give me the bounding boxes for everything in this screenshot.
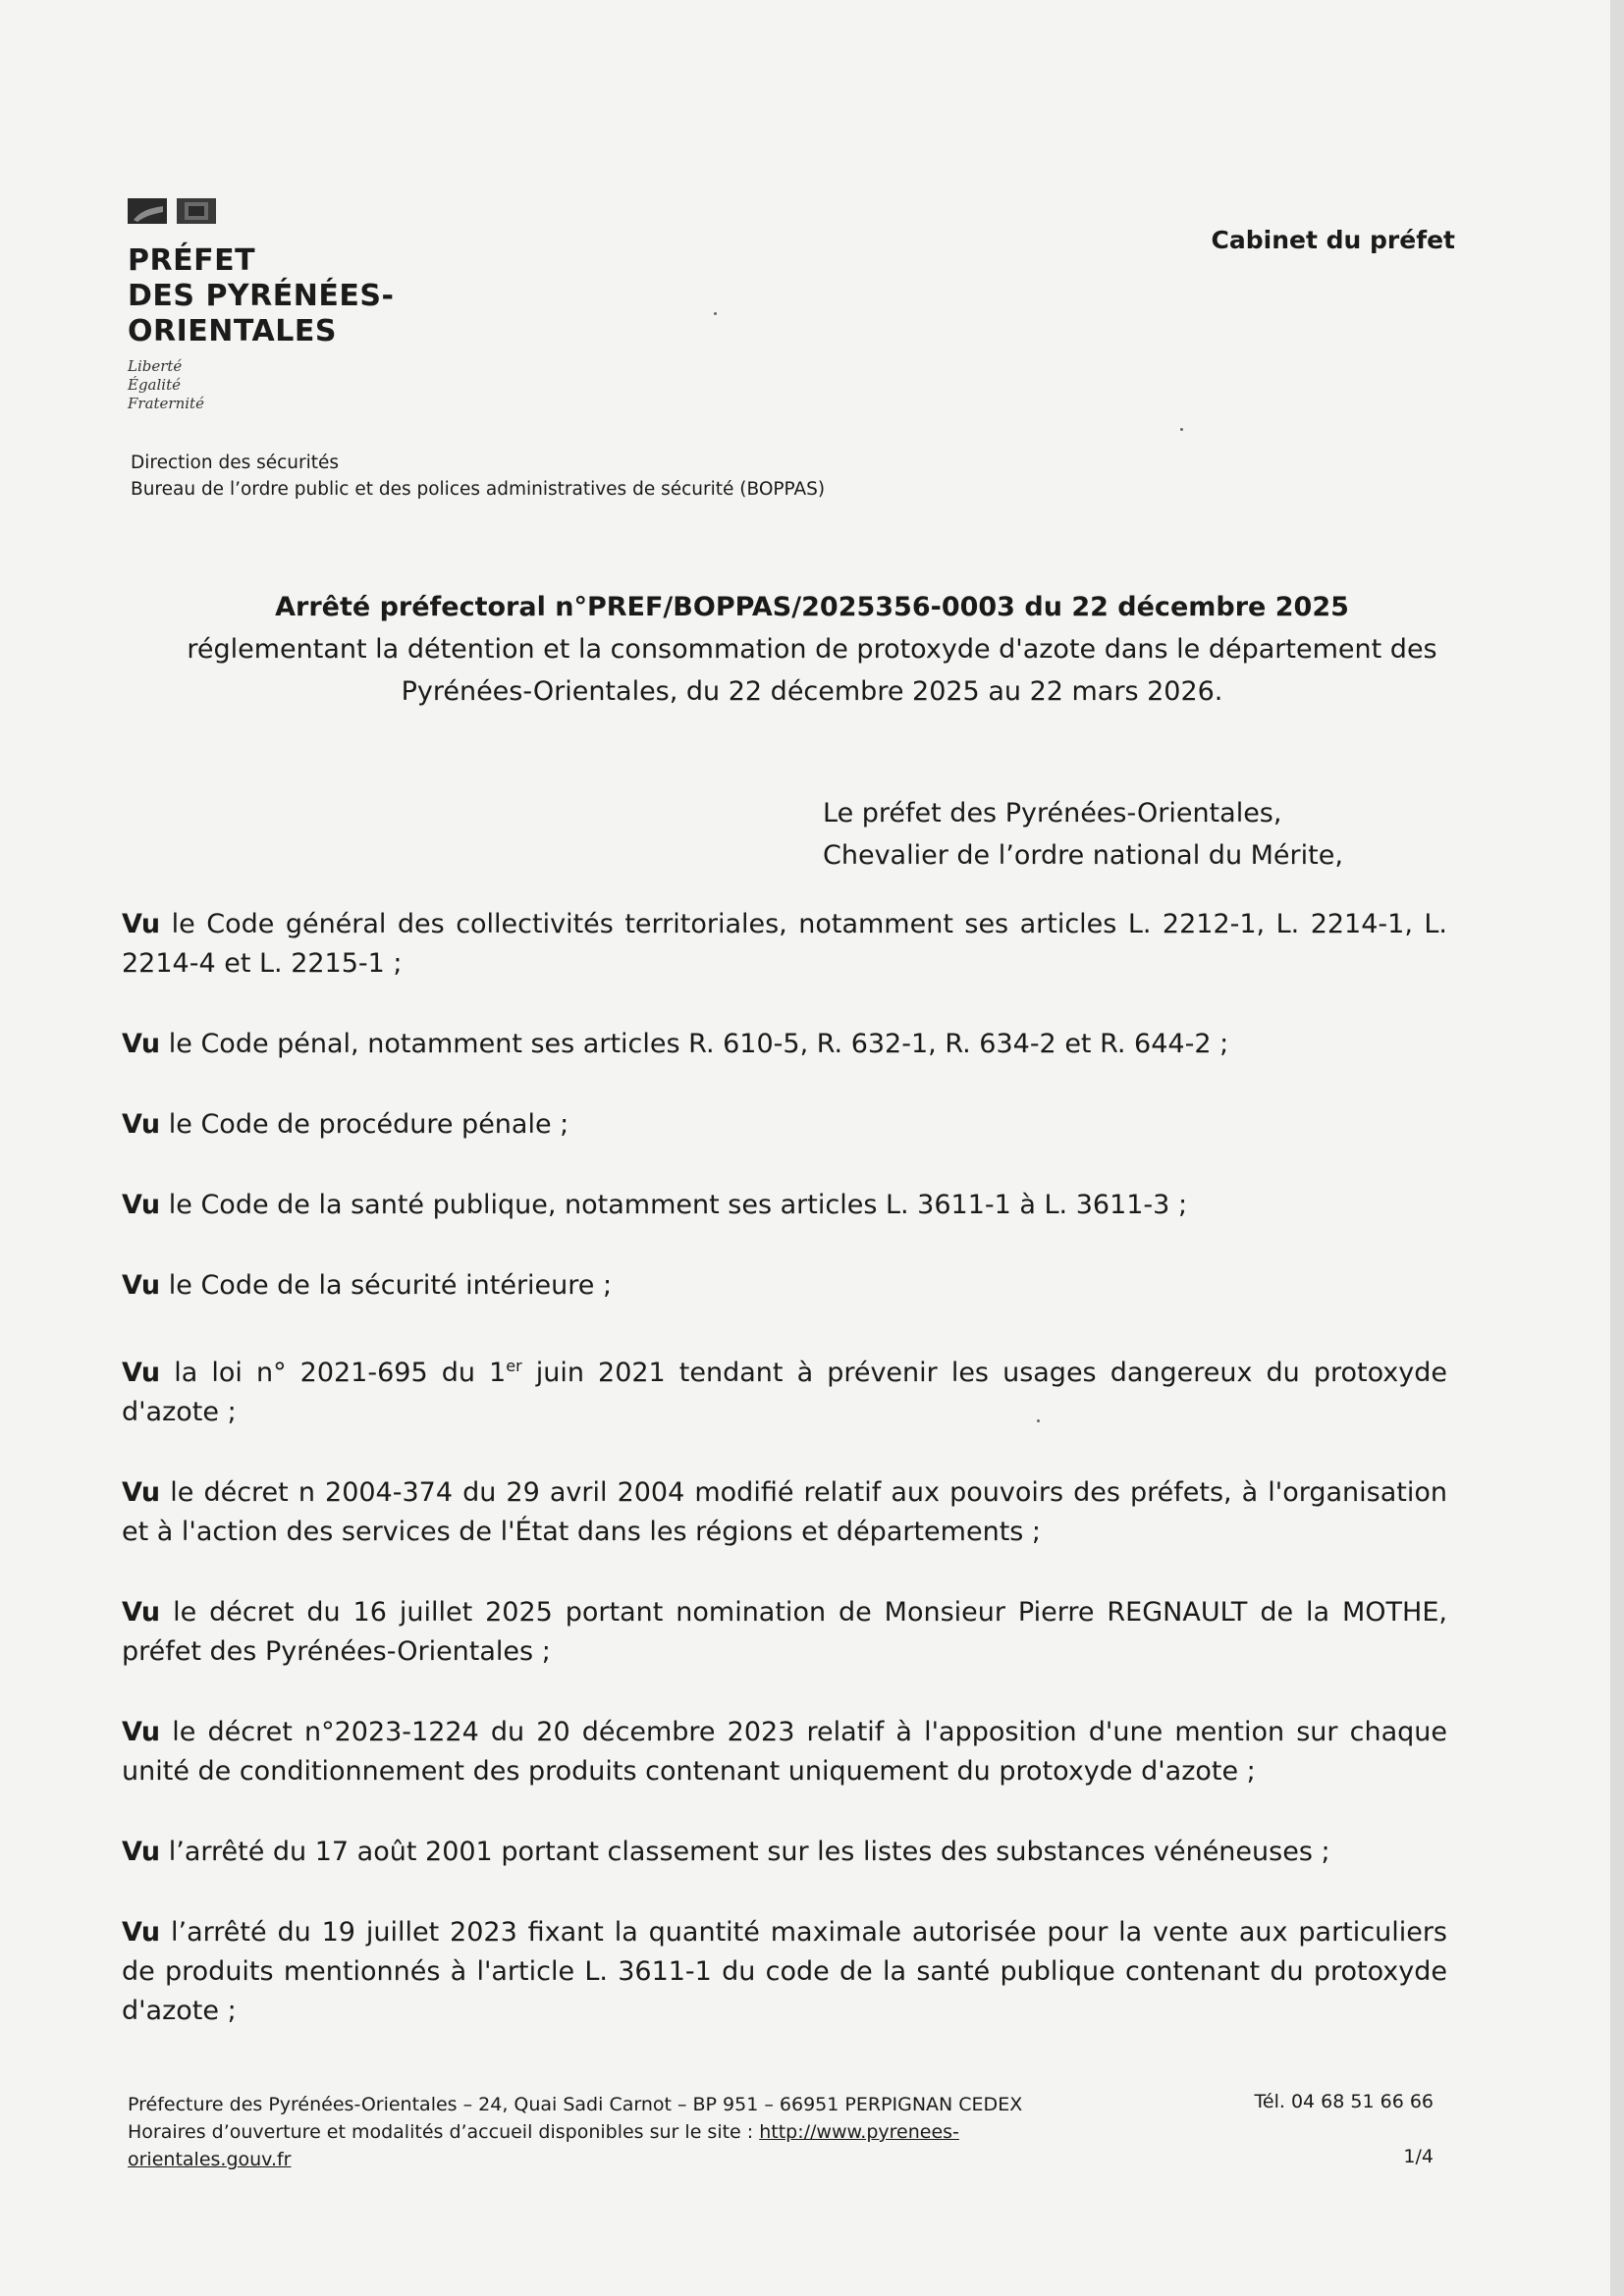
service-name: Cabinet du préfet <box>1211 226 1455 254</box>
vu-prefix: Vu <box>122 1837 161 1867</box>
vu-prefix: Vu <box>122 1190 161 1220</box>
vu-prefix: Vu <box>122 1717 161 1747</box>
vu-prefix: Vu <box>122 1358 161 1388</box>
vu-item <box>122 1713 1447 1791</box>
footer-address: Préfecture des Pyrénées-Orientales – 24, Quai Sadi Carnot – BP 951 – 66951 PERPIGNAN CEDEX <box>128 2094 1023 2115</box>
logo-line-3: ORIENTALES <box>128 314 337 348</box>
vu-text: l’arrêté du 19 juillet 2023 fixant la quantité maximale autorisée pour la vente aux particuliers de produits mentionnés à l'article L. 3611-1 du code de la santé publique contenant du protoxyde d'azote ; <box>122 1917 1447 2026</box>
footer-hours <box>128 2118 1031 2173</box>
vu-prefix: Vu <box>122 1109 161 1140</box>
bureau-name: Bureau de l’ordre public et des polices administratives de sécurité (BOPPAS) <box>131 479 826 500</box>
motto-fraternite: Fraternité <box>128 395 204 412</box>
vu-text: le Code pénal, notamment ses articles R. 610-5, R. 632-1, R. 634-2 et R. 644-2 ; <box>168 1029 1229 1059</box>
vu-prefix: Vu <box>122 1029 161 1059</box>
vu-loi-sup: er <box>506 1357 522 1375</box>
page-footer <box>128 2091 1434 2173</box>
vu-loi-before: la loi n° 2021-695 du 1 <box>174 1358 507 1388</box>
vu-item <box>122 1833 1447 1872</box>
vu-item <box>122 1025 1447 1064</box>
motto-egalite: Égalité <box>128 376 181 394</box>
vu-prefix: Vu <box>122 1597 161 1628</box>
vu-text: le décret n°2023-1224 du 20 décembre 2023 relatif à l'apposition d'une mention sur chaque unité de conditionnement des produits contenant uniquement du protoxyde d'azote ; <box>122 1717 1447 1787</box>
vu-text: le décret n 2004-374 du 29 avril 2004 modifié relatif aux pouvoirs des préfets, à l'organisation et à l'action des services de l'État dans les régions et départements ; <box>122 1477 1448 1547</box>
decree-reference: Arrêté préfectoral n°PREF/BOPPAS/2025356-0003 du 22 décembre 2025 <box>275 592 1349 622</box>
republic-motto <box>128 357 394 413</box>
direction-name: Direction des sécurités <box>131 453 340 473</box>
vu-prefix: Vu <box>122 1477 161 1508</box>
footer-phone: Tél. 04 68 51 66 66 <box>1254 2091 1434 2112</box>
vu-item <box>122 1913 1447 2031</box>
scan-speck <box>1037 1419 1040 1422</box>
website-link[interactable]: http://www.pyrenees-orientales.gouv.fr <box>128 2121 959 2170</box>
vu-text: le Code de la santé publique, notamment ses articles L. 3611-1 à L. 3611-3 ; <box>168 1190 1188 1220</box>
vu-prefix: Vu <box>122 909 161 939</box>
considerations-list <box>122 905 1447 2072</box>
motto-liberte: Liberté <box>128 357 183 375</box>
prefecture-name <box>128 243 394 349</box>
vu-text: le Code général des collectivités territoriales, notamment ses articles L. 2212-1, L. 2214-1, L. 2214-4 et L. 2215-1 ; <box>122 909 1448 979</box>
vu-item <box>122 1105 1447 1145</box>
page-number: 1/4 <box>1403 2146 1434 2167</box>
vu-item <box>122 1473 1447 1552</box>
vu-text: le décret du 16 juillet 2025 portant nomination de Monsieur Pierre REGNAULT de la MOTHE, préfet des Pyrénées-Orientales ; <box>122 1597 1447 1667</box>
scan-edge <box>1610 0 1624 2296</box>
vu-loi-after: juin 2021 tendant à prévenir les usages dangereux du protoxyde d'azote ; <box>122 1358 1447 1427</box>
signing-authority <box>823 792 1343 877</box>
vu-item <box>122 905 1447 984</box>
footer-hours-text: Horaires d’ouverture et modalités d’accueil disponibles sur le site : <box>128 2121 760 2143</box>
vu-text: l’arrêté du 17 août 2001 portant classement sur les listes des substances vénéneuses ; <box>168 1837 1330 1867</box>
issuing-direction <box>131 450 825 503</box>
vu-prefix: Vu <box>122 1917 161 1948</box>
vu-item <box>122 1593 1447 1672</box>
scan-speck <box>1180 428 1183 431</box>
vu-text: le Code de la sécurité intérieure ; <box>168 1270 613 1301</box>
vu-text: le Code de procédure pénale ; <box>168 1109 569 1140</box>
prefecture-logo <box>128 196 394 413</box>
authority-distinction: Chevalier de l’ordre national du Mérite, <box>823 840 1343 871</box>
logo-line-2: DES PYRÉNÉES- <box>128 279 395 313</box>
authority-title: Le préfet des Pyrénées-Orientales, <box>823 798 1282 828</box>
decree-subject: réglementant la détention et la consommation de protoxyde d'azote dans le département des Pyrénées-Orientales, du 22 décembre 2025 au 22 mars 2026. <box>187 634 1437 707</box>
scan-speck <box>714 312 717 315</box>
logo-line-1: PRÉFET <box>128 243 256 278</box>
marianne-icon <box>128 196 218 226</box>
vu-item <box>122 1186 1447 1225</box>
marianne-emblem <box>128 196 394 226</box>
vu-item <box>122 1347 1447 1432</box>
decree-title <box>147 586 1477 713</box>
vu-item <box>122 1266 1447 1306</box>
vu-prefix: Vu <box>122 1270 161 1301</box>
